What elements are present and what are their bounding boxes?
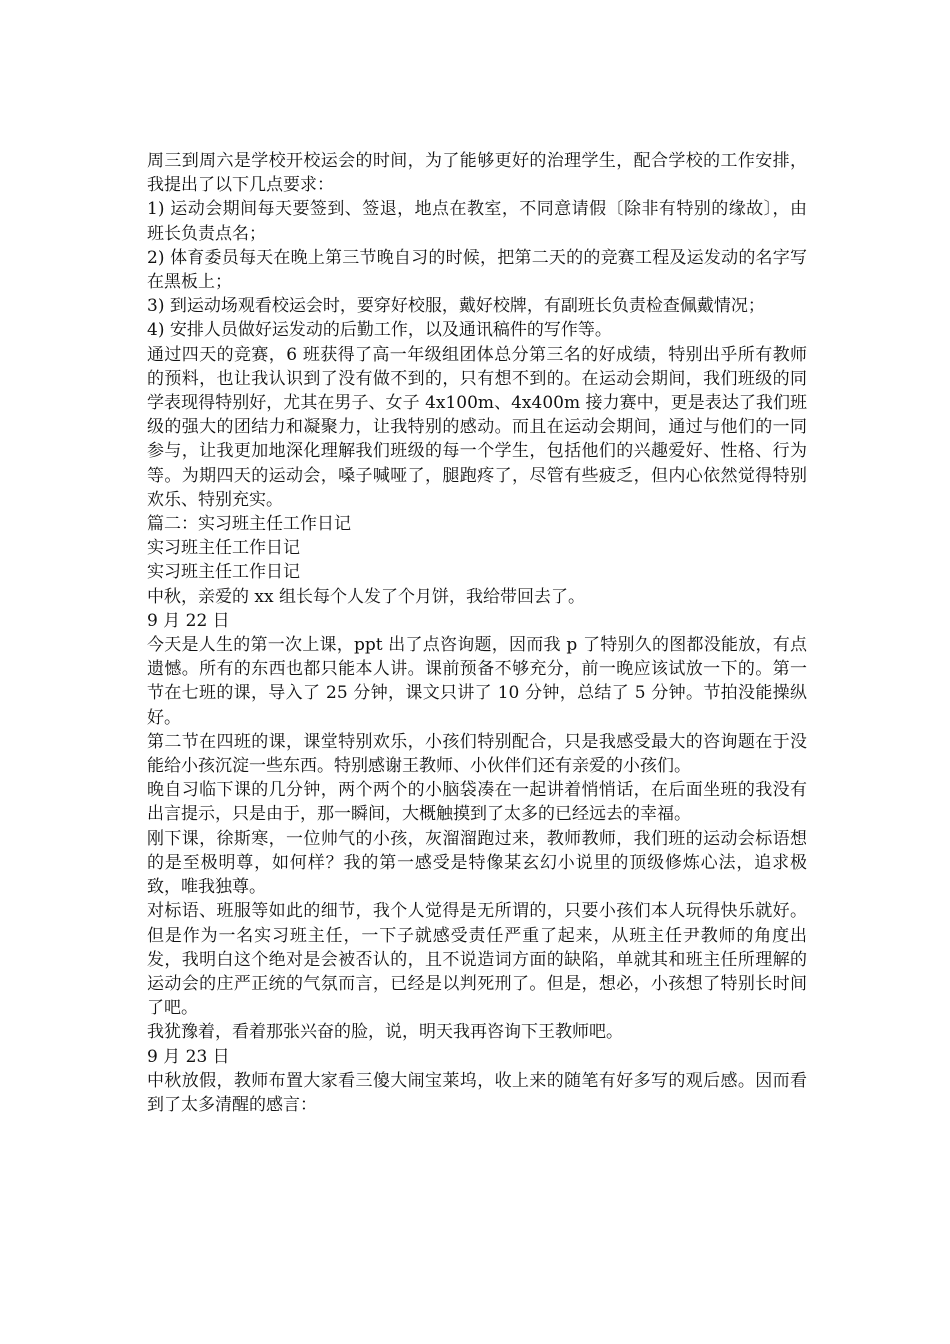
paragraph: 通过四天的竞赛，6 班获得了高一年级组团体总分第三名的好成绩，特别出乎所有教师的预料，也让我认识到了没有做不到的，只有想不到的。在运动会期间，我们班级的同学表现得特别好，尤其在男子、女子 4x100m、4x400m 接力赛中，更是表达了我们班级的强大的团结力和凝聚力，让我特别的感动。而且在运动会期间，通过与他们的一同参与，让我更加地深化理解我们班级的每一个学生，包括他们的兴趣爱好、性格、行为等。为期四天的运动会，嗓子喊哑了，腿跑疼了，尽管有些疲乏，但内心依然觉得特别欢乐、特别充实。 [147, 344, 807, 510]
list-item: 2) 体育委员每天在晚上第三节晚自习的时候，把第二天的的竞赛工程及运发动的名字写在黑板上； [147, 247, 807, 293]
paragraph: 对标语、班服等如此的细节，我个人觉得是无所谓的，只要小孩们本人玩得快乐就好。但是作为一名实习班主任，一下子就感受责任严重了起来，从班主任尹教师的角度出发，我明白这个绝对是会被否认的，且不说造词方面的缺陷，单就其和班主任所理解的运动会的庄严正统的气氛而言，已经是以判死刑了。但是，想必，小孩想了特别长时间了吧。 [147, 901, 807, 1019]
date-heading: 9 月 23 日 [147, 1046, 230, 1067]
paragraph: 中秋，亲爱的 xx 组长每个人发了个月饼，我给带回去了。 [147, 586, 585, 607]
list-item: 4) 安排人员做好运发动的后勤工作，以及通讯稿件的写作等。 [147, 320, 612, 341]
document-body [147, 149, 807, 1117]
section-heading: 篇二：实习班主任工作日记 [147, 514, 351, 535]
list-item: 3) 到运动场观看校运会时，要穿好校服，戴好校牌，有副班长负责检查佩戴情况； [147, 296, 765, 317]
paragraph: 刚下课，徐斯寒，一位帅气的小孩，灰溜溜跑过来，教师教师，我们班的运动会标语想的是至极明尊，如何样？我的第一感受是特像某玄幻小说里的顶级修炼心法，追求极致，唯我独尊。 [147, 828, 807, 898]
section-title: 实习班主任工作日记 [147, 538, 300, 559]
paragraph: 晚自习临下课的几分钟，两个两个的小脑袋凑在一起讲着悄悄话，在后面坐班的我没有出言提示，只是由于，那一瞬间，大概触摸到了太多的已经远去的幸福。 [147, 780, 807, 825]
paragraph: 第二节在四班的课，课堂特别欢乐，小孩们特别配合，只是我感受最大的咨询题在于没能给小孩沉淀一些东西。特别感谢王教师、小伙伴们还有亲爱的小孩们。 [147, 731, 807, 777]
list-item: 1) 运动会期间每天要签到、签退，地点在教室，不同意请假〔除非有特别的缘故〕，由班长负责点名； [147, 199, 807, 244]
paragraph: 今天是人生的第一次上课，ppt 出了点咨询题，因而我 p 了特别久的图都没能放，有点遗憾。所有的东西也都只能本人讲。课前预备不够充分，前一晚应该试放一下的。第一节在七班的课，导入了 25 分钟，课文只讲了 10 分钟，总结了 5 分钟。节拍没能操纵好。 [147, 635, 807, 728]
section-title: 实习班主任工作日记 [147, 562, 300, 583]
paragraph: 中秋放假，教师布置大家看三傻大闹宝莱坞，收上来的随笔有好多写的观后感。因而看到了太多清醒的感言： [147, 1070, 807, 1115]
paragraph: 我犹豫着，看着那张兴奋的脸，说，明天我再咨询下王教师吧。 [147, 1022, 623, 1043]
date-heading: 9 月 22 日 [147, 610, 230, 631]
paragraph: 周三到周六是学校开校运会的时间，为了能够更好的治理学生，配合学校的工作安排，我提出了以下几点要求： [147, 151, 807, 196]
